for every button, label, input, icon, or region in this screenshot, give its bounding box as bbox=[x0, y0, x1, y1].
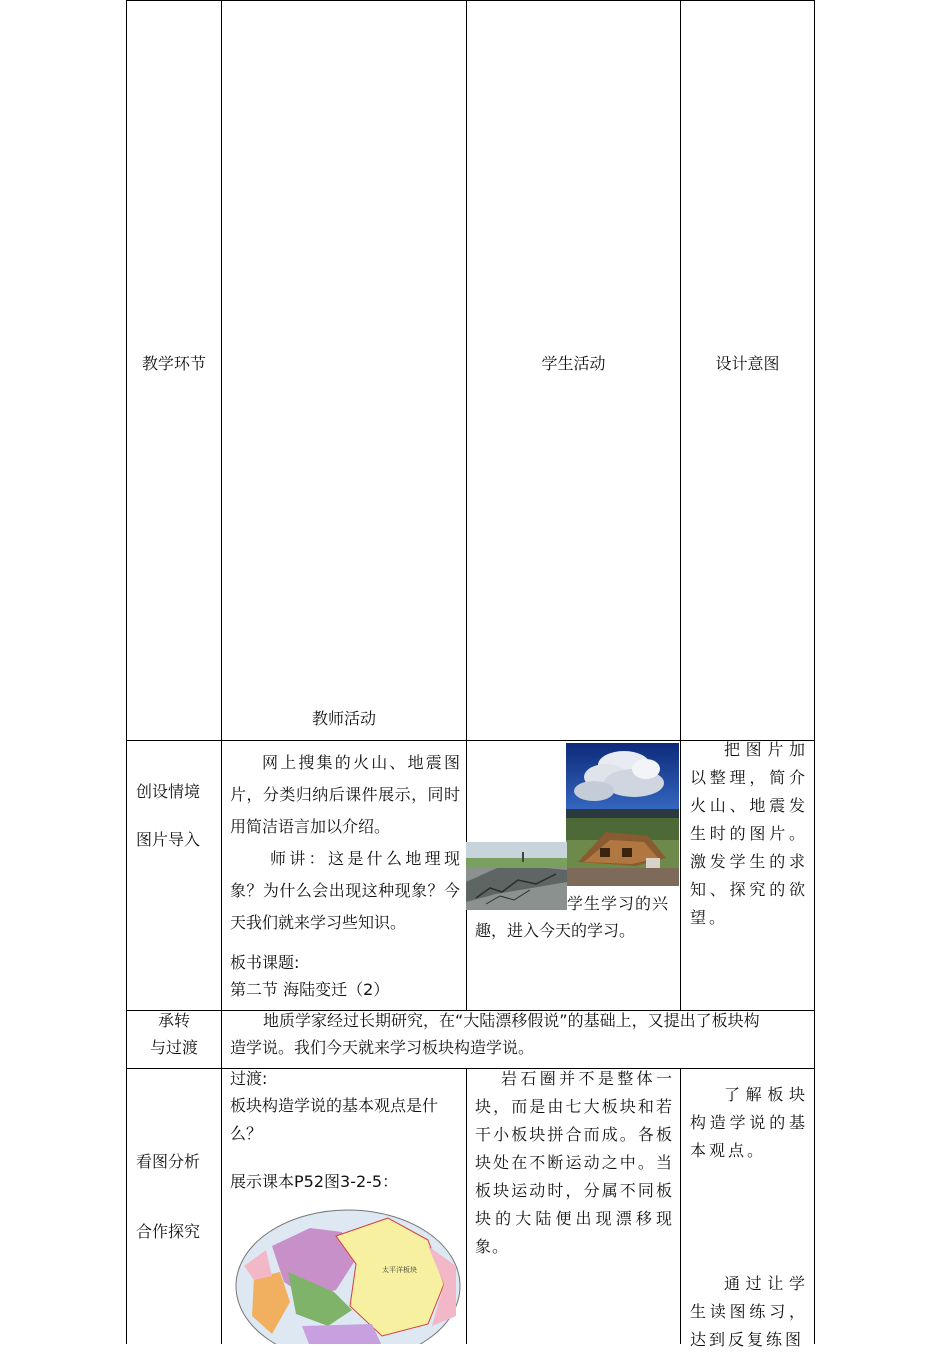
row1-student-text-1: 学生学习的兴 bbox=[567, 894, 670, 913]
header-teacher-activity: 教师活动 bbox=[311, 709, 376, 728]
row3-show-figure: 展示课本P52图3-2-5： bbox=[230, 1172, 399, 1191]
col-divider-3-lower bbox=[680, 1069, 681, 1344]
header-design-intent: 设计意图 bbox=[715, 354, 780, 373]
row2-transition-text-2: 造学说。我们今天就来学习板块构造学说。 bbox=[230, 1038, 535, 1057]
row2-transition-text-1: 地质学家经过长期研究，在“大陆漂移假说”的基础上，又提出了板块构 bbox=[263, 1011, 760, 1030]
row1-student-text-2: 趣，进入今天的学习。 bbox=[475, 921, 636, 940]
col-divider-3 bbox=[680, 0, 681, 1011]
row2-stage-line2: 与过渡 bbox=[149, 1038, 198, 1057]
row1-lesson-title: 第二节 海陆变迁（2） bbox=[230, 980, 390, 999]
col-divider-2-lower bbox=[466, 1069, 467, 1344]
table-border-top bbox=[126, 0, 815, 1]
row3-stage-line1: 看图分析 bbox=[136, 1152, 201, 1171]
table-border-right bbox=[814, 0, 815, 1344]
volcano-eruption-photo bbox=[566, 743, 679, 818]
row3-stage-line2: 合作探究 bbox=[136, 1222, 201, 1241]
row3-design-intent-1: 了解板块构造学说的基本观点。 bbox=[690, 1085, 808, 1160]
cracked-road-photo bbox=[466, 842, 567, 910]
header-student-activity: 学生活动 bbox=[541, 354, 606, 373]
header-teaching-stage: 教学环节 bbox=[141, 354, 206, 373]
row2-stage-line1: 承转 bbox=[157, 1011, 190, 1030]
row3-transition-label: 过渡: bbox=[230, 1069, 268, 1088]
row1-stage-line1: 创设情境 bbox=[136, 782, 201, 801]
row1-design-intent: 把图片加以整理，简介火山、地震发生时的图片。激发学生的求知、探究的欲望。 bbox=[690, 740, 808, 927]
plate-tectonics-map bbox=[232, 1206, 464, 1344]
col-divider-1 bbox=[221, 0, 222, 1344]
row3-design-intent-2: 通过让学生读图练习，达到反复练图 bbox=[690, 1274, 808, 1349]
row3-question: 板块构造学说的基本观点是什么？ bbox=[230, 1096, 439, 1143]
row1-teacher-paragraph-1: 网上搜集的火山、地震图片，分类归纳后课件展示，同时用简洁语言加以介绍。 bbox=[230, 753, 460, 836]
table-border-left bbox=[126, 0, 127, 1344]
row1-stage-line2: 图片导入 bbox=[136, 830, 201, 849]
map-label-pacific-plate: 太平洋板块 bbox=[382, 1266, 417, 1274]
row1-teacher-paragraph-2: 师讲：这是什么地理现象？为什么会出现这种现象？今天我们就来学习些知识。 bbox=[230, 849, 460, 932]
row3-student-activity: 岩石圈并不是整体一块，而是由七大板块和若干小板块拼合而成。各板块处在不断运动之中。当板块运动时，分属不同板块的大陆便出现漂移现象。 bbox=[475, 1069, 673, 1256]
collapsed-house-photo bbox=[566, 818, 679, 886]
row1-board-label: 板书课题: bbox=[230, 953, 300, 972]
